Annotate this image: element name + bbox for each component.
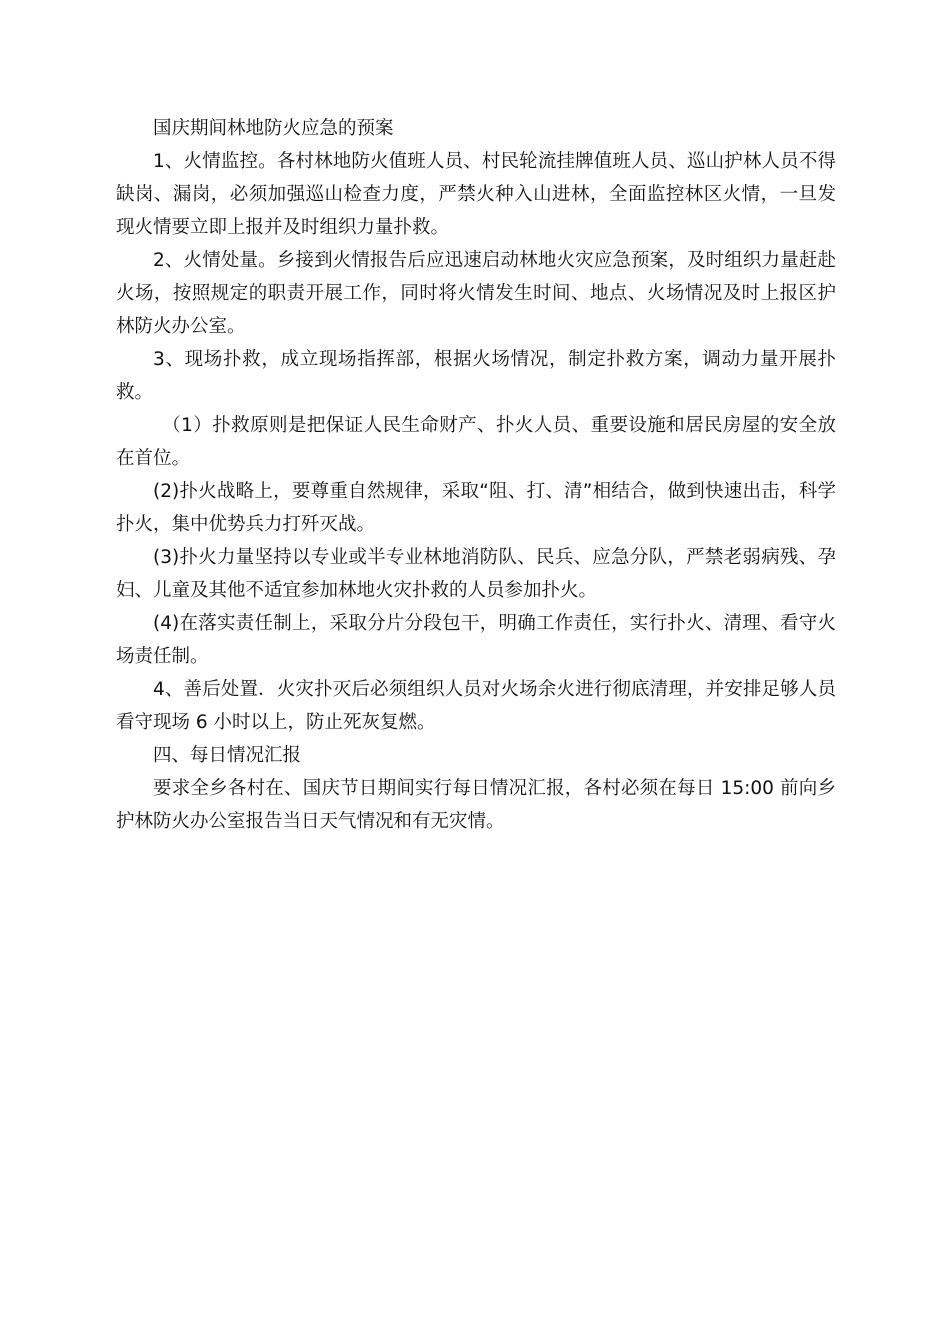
paragraph-firefighting-strategy: (2)扑火战略上，要尊重自然规律，采取“阻、打、清”相结合，做到快速出击，科学扑火，集中优势兵力打歼灭战。 xyxy=(116,481,836,535)
paragraph-fire-monitoring: 1、火情监控。各村林地防火值班人员、村民轮流挂牌值班人员、巡山护林人员不得缺岗、漏岗，必须加强巡山检查力度，严禁火种入山进林，全面监控林区火情，一旦发现火情要立即上报并及时组织力量扑救。 xyxy=(116,151,836,238)
paragraph-daily-report: 要求全乡各村在、国庆节日期间实行每日情况汇报，各村必须在每日 15:00 前向乡护林防火办公室报告当日天气情况和有无灾情。 xyxy=(116,778,836,832)
paragraph-rescue-principle: （1）扑救原则是把保证人民生命财产、扑火人员、重要设施和居民房屋的安全放在首位。 xyxy=(116,415,836,469)
paragraph-firefighting-force: (3)扑火力量坚持以专业或半专业林地消防队、民兵、应急分队，严禁老弱病残、孕妇、儿童及其他不适宜参加林地火灾扑救的人员参加扑火。 xyxy=(116,547,836,601)
document-body xyxy=(116,112,836,838)
paragraph-responsibility-system: (4)在落实责任制上，采取分片分段包干，明确工作责任，实行扑火、清理、看守火场责任制。 xyxy=(116,613,836,667)
paragraph-aftermath: 4、善后处置．火灾扑灭后必须组织人员对火场余火进行彻底清理，并安排足够人员看守现场 6 小时以上，防止死灰复燃。 xyxy=(116,679,836,733)
document-title: 国庆期间林地防火应急的预案 xyxy=(153,118,394,139)
paragraph-onsite-rescue: 3、现场扑救，成立现场指挥部，根据火场情况，制定扑救方案，调动力量开展扑救。 xyxy=(116,349,836,403)
paragraph-fire-handling: 2、火情处量。乡接到火情报告后应迅速启动林地火灾应急预案，及时组织力量赶赴火场，按照规定的职责开展工作，同时将火情发生时间、地点、火场情况及时上报区护林防火办公室。 xyxy=(116,250,836,337)
section-heading-daily-report: 四、每日情况汇报 xyxy=(153,745,302,766)
